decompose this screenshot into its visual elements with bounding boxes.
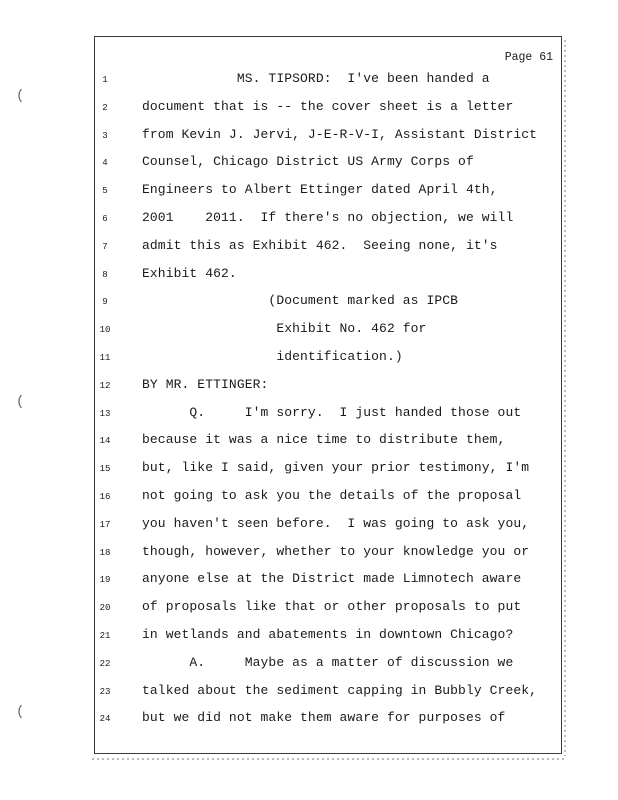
line-number: 5 [102,186,108,197]
line-number: 21 [99,631,111,641]
transcript-line [95,599,561,619]
line-text: you haven't seen before. I was going to ask you, [142,515,530,531]
transcript-line [95,683,561,703]
transcript-line [95,321,561,341]
transcript-line [95,266,561,286]
line-text: Exhibit No. 462 for [142,321,427,337]
margin-mark-1: ( [16,88,25,104]
line-number: 8 [102,269,108,280]
line-number: 13 [99,408,111,419]
line-number: 2 [102,102,108,113]
line-text: admit this as Exhibit 462. Seeing none, it's [142,237,498,253]
line-text: document that is -- the cover sheet is a letter [142,98,514,114]
line-text: but, like I said, given your prior testimony, I'm [142,460,530,476]
transcript-line [95,293,561,313]
line-number: 16 [99,492,111,502]
line-number: 10 [99,325,111,336]
transcript-line [95,571,561,591]
right-edge-rule [564,40,566,756]
margin-mark-2: ( [16,394,25,410]
transcript-line [95,238,561,258]
line-text: identification.) [142,349,403,364]
line-number: 24 [99,714,111,725]
line-text: BY MR. ETTINGER: [142,376,269,392]
transcript-line [95,99,561,119]
line-number: 18 [99,547,111,558]
line-text: though, however, whether to your knowledge you or [142,543,530,559]
transcript-line [95,432,561,452]
transcript-line [95,488,561,508]
line-text: Counsel, Chicago District US Army Corps of [142,154,474,170]
page-number: Page 61 [504,51,553,64]
bottom-edge-rule [92,758,566,760]
line-text: in wetlands and abatements in downtown Chicago? [142,627,514,642]
line-text: anyone else at the District made Limnotech aware [142,571,522,587]
transcript-line [95,71,561,91]
line-number: 14 [99,436,111,447]
line-number: 3 [102,130,108,141]
line-number: 15 [99,464,111,475]
line-number: 7 [102,241,108,252]
line-number: 22 [99,658,111,669]
line-text: from Kevin J. Jervi, J-E-R-V-I, Assistant District [142,126,538,142]
transcript-line [95,154,561,174]
transcript-line [95,544,561,564]
transcript-line [95,710,561,730]
transcript-line [95,349,561,369]
line-text: Q. I'm sorry. I just handed those out [142,404,522,420]
transcript-line [95,377,561,397]
line-text: (Document marked as IPCB [142,293,459,309]
line-number: 17 [99,519,111,530]
transcript-line [95,655,561,675]
transcript-line [95,182,561,202]
line-text: not going to ask you the details of the proposal [142,488,522,503]
line-number: 1 [102,75,108,85]
margin-mark-3: ( [16,704,25,720]
line-number: 4 [102,158,108,169]
transcript-line [95,405,561,425]
line-number: 11 [99,353,111,363]
transcript-line [95,210,561,230]
line-text: 2001 2011. If there's no objection, we will [142,210,514,225]
line-text: Engineers to Albert Ettinger dated April 4th, [142,182,498,198]
line-number: 12 [99,380,111,391]
transcript-line [95,127,561,147]
line-text: A. Maybe as a matter of discussion we [142,654,514,670]
line-text: talked about the sediment capping in Bubbly Creek, [142,682,538,698]
line-text: Exhibit 462. [142,265,237,281]
transcript-line [95,516,561,536]
transcript-line [95,627,561,647]
line-number: 9 [102,297,108,308]
line-number: 23 [99,686,111,697]
line-text: of proposals like that or other proposals to put [142,599,522,615]
line-number: 19 [99,575,111,586]
line-text: because it was a nice time to distribute them, [142,432,506,448]
line-text: MS. TIPSORD: I've been handed a [142,71,490,86]
transcript-page [94,36,562,754]
line-number: 20 [99,603,111,614]
line-text: but we did not make them aware for purposes of [142,710,506,726]
line-number: 6 [102,214,108,224]
transcript-line [95,460,561,480]
